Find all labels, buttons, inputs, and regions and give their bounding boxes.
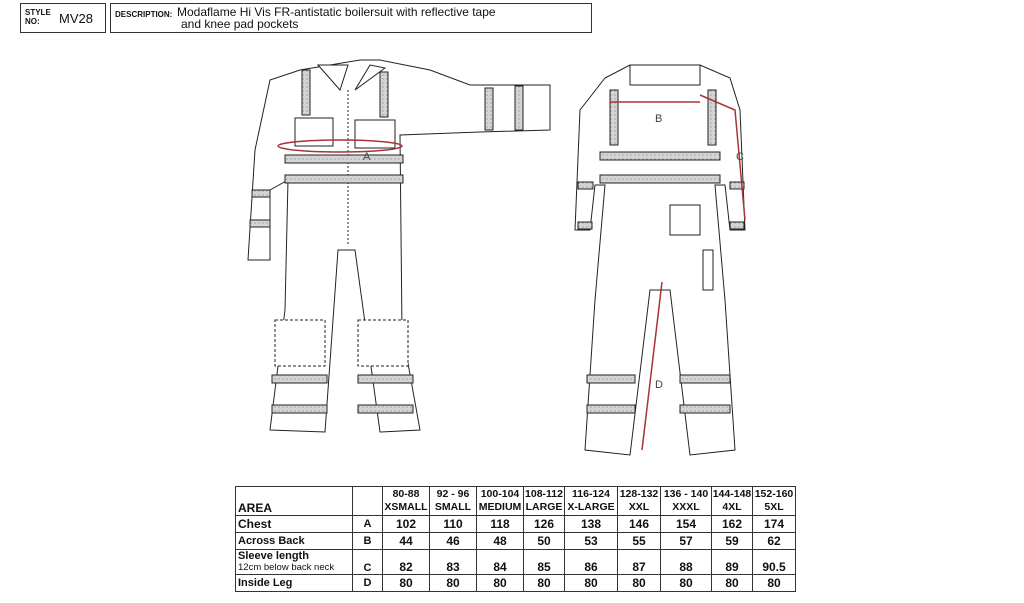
size-header-xxxl: 136 - 140 XXXL: [661, 487, 712, 516]
cell: 46: [430, 533, 477, 550]
row-sublabel: 12cm below back neck: [238, 562, 335, 573]
cell: 85: [524, 550, 565, 575]
table-row: [236, 575, 796, 592]
table-row: [236, 533, 796, 550]
cell: 80: [477, 575, 524, 592]
cell: 55: [618, 533, 661, 550]
style-number-box: [20, 3, 106, 33]
description-box: [110, 3, 592, 33]
table-row: [236, 516, 796, 533]
cell: 174: [753, 516, 796, 533]
cell: 88: [661, 550, 712, 575]
cell: 80: [430, 575, 477, 592]
marker-b: B: [655, 113, 663, 125]
row-code: A: [353, 516, 383, 533]
size-header-xlarge: 116-124 X-LARGE: [565, 487, 618, 516]
cell: 89: [712, 550, 753, 575]
area-header: AREA: [236, 487, 353, 516]
cell: 80: [383, 575, 430, 592]
cell: 48: [477, 533, 524, 550]
cell: 102: [383, 516, 430, 533]
cell: 80: [618, 575, 661, 592]
size-header-medium: 100-104 MEDIUM: [477, 487, 524, 516]
cell: 146: [618, 516, 661, 533]
boilersuit-technical-drawing: [230, 50, 790, 480]
cell: 87: [618, 550, 661, 575]
size-header-xsmall: 80-88 XSMALL: [383, 487, 430, 516]
size-chart-table: [235, 486, 796, 592]
cell: 82: [383, 550, 430, 575]
table-row: [236, 550, 796, 575]
cell: 83: [430, 550, 477, 575]
front-view: [248, 60, 550, 432]
marker-a: A: [363, 151, 371, 163]
size-header-small: 92 - 96 SMALL: [430, 487, 477, 516]
marker-c: C: [736, 151, 744, 163]
size-header-large: 108-112 LARGE: [524, 487, 565, 516]
cell: 162: [712, 516, 753, 533]
cell: 59: [712, 533, 753, 550]
cell: 50: [524, 533, 565, 550]
size-range-row: [236, 487, 796, 516]
row-code: B: [353, 533, 383, 550]
cell: 154: [661, 516, 712, 533]
style-number: MV28: [59, 11, 93, 26]
cell: 138: [565, 516, 618, 533]
cell: 118: [477, 516, 524, 533]
style-label: STYLE NO:: [25, 8, 51, 26]
cell: 62: [753, 533, 796, 550]
row-label: Sleeve length 12cm below back neck: [236, 550, 353, 575]
cell: 126: [524, 516, 565, 533]
row-label: Inside Leg: [236, 575, 353, 592]
row-code: C: [353, 550, 383, 575]
size-header-4xl: 144-148 4XL: [712, 487, 753, 516]
cell: 44: [383, 533, 430, 550]
cell: 80: [661, 575, 712, 592]
size-header-5xl: 152-160 5XL: [753, 487, 796, 516]
cell: 80: [565, 575, 618, 592]
row-label: Chest: [236, 516, 353, 533]
cell: 80: [712, 575, 753, 592]
cell: 80: [753, 575, 796, 592]
cell: 57: [661, 533, 712, 550]
row-label: Across Back: [236, 533, 353, 550]
cell: 86: [565, 550, 618, 575]
cell: 110: [430, 516, 477, 533]
description-label: DESCRIPTION:: [115, 10, 173, 19]
marker-d: D: [655, 379, 663, 391]
cell: 90.5: [753, 550, 796, 575]
cell: 84: [477, 550, 524, 575]
row-code: D: [353, 575, 383, 592]
description-text: Modaflame Hi Vis FR-antistatic boilersuit with reflective tape and knee pad pockets: [177, 5, 496, 31]
cell: 80: [524, 575, 565, 592]
size-header-xxl: 128-132 XXL: [618, 487, 661, 516]
cell: 53: [565, 533, 618, 550]
